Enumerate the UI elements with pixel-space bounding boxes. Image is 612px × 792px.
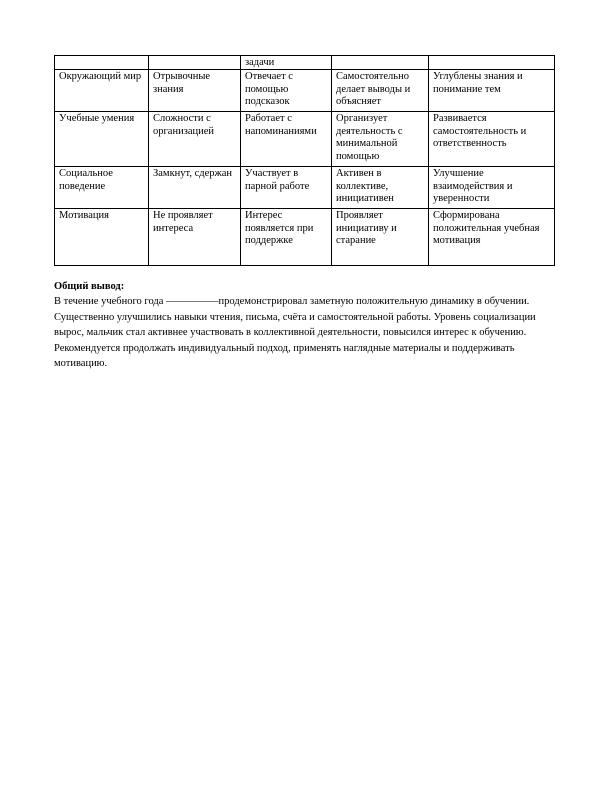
table-cell: задачи (241, 56, 332, 70)
row-header-cell: Окружающий мир (55, 70, 149, 112)
table-cell (149, 56, 241, 70)
table-cell: Сформирована положительная учебная мотивация (429, 209, 555, 266)
table-cell (429, 56, 555, 70)
table-row (55, 70, 555, 112)
progress-table (54, 55, 555, 266)
table-cell: Организует деятельность с минимальной помощью (332, 112, 429, 167)
table-cell: Улучшение взаимодействия и уверенности (429, 167, 555, 209)
table-cell: Участвует в парной работе (241, 167, 332, 209)
table-cell: Развивается самостоятельность и ответственность (429, 112, 555, 167)
table-cell: Отвечает с помощью подсказок (241, 70, 332, 112)
table-cell: Работает с напоминаниями (241, 112, 332, 167)
row-header-cell: Социальное поведение (55, 167, 149, 209)
table-row (55, 112, 555, 167)
row-header-cell: Мотивация (55, 209, 149, 266)
table-cell: Сложности с организацией (149, 112, 241, 167)
table-row (55, 56, 555, 70)
conclusion-section (54, 279, 554, 371)
table-cell (332, 56, 429, 70)
table-cell: Углублены знания и понимание тем (429, 70, 555, 112)
conclusion-text: В течение учебного года —————продемонстрировал заметную положительную динамику в обучении. Существенно улучшились навыки чтения, письма, счёта и самостоятельной работы. Уровень социализации вырос, мальчик стал активнее участвовать в коллективной деятельности, повысился интерес к обучению. Рекомендуется продолжать индивидуальный подход, применять наглядные материалы и поддерживать мотивацию. (54, 296, 536, 370)
table-cell: Самостоятельно делает выводы и объясняет (332, 70, 429, 112)
table-row (55, 209, 555, 266)
table-cell: Интерес появляется при поддержке (241, 209, 332, 266)
conclusion-title: Общий вывод: (54, 281, 125, 292)
table-cell: Отрывочные знания (149, 70, 241, 112)
table-cell: Проявляет инициативу и старание (332, 209, 429, 266)
table-cell: Активен в коллективе, инициативен (332, 167, 429, 209)
table-cell: Замкнут, сдержан (149, 167, 241, 209)
row-header-cell: Учебные умения (55, 112, 149, 167)
table-cell: Не проявляет интереса (149, 209, 241, 266)
table-cell (55, 56, 149, 70)
table-row (55, 167, 555, 209)
